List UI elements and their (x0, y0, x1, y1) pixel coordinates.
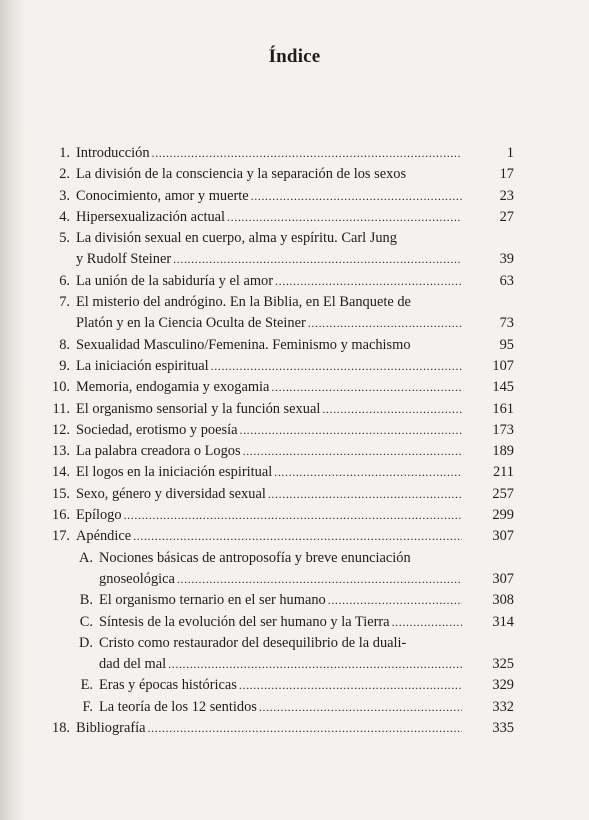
dot-leader (211, 356, 462, 377)
toc-entry-number: 3. (59, 187, 70, 204)
toc-entry-title: El organismo sensorial y la función sexual (76, 400, 321, 417)
toc-entry-title: Sexo, género y diversidad sexual (76, 485, 266, 502)
toc-entry-line (0, 228, 589, 249)
toc-entry-page: 307 (492, 570, 514, 587)
page-title: Índice (268, 46, 321, 67)
toc-entry-title: La división de la consciencia y la separación de los sexos (76, 166, 407, 183)
toc-entry-page: 211 (492, 464, 514, 481)
toc-entry-line (0, 548, 589, 569)
toc-entry-number: 4. (59, 208, 70, 225)
toc-entry-line (0, 420, 589, 441)
toc-entry-number: 5. (59, 230, 70, 247)
toc-entry-title: Cristo como restaurador del desequilibrio de la duali- (99, 634, 407, 651)
toc-entry-title: dad del mal (99, 656, 167, 673)
toc-entry-number: 8. (59, 336, 70, 353)
toc-entry-title: Sexualidad Masculino/Femenina. Feminismo y machismo (76, 336, 411, 353)
toc-entry-page: 189 (492, 443, 514, 460)
toc-entry-page: 299 (492, 507, 514, 524)
dot-leader (239, 420, 462, 441)
toc-entry-page: 17 (499, 166, 514, 183)
toc-entry-number: A. (79, 549, 93, 566)
toc-entry-title: Nociones básicas de antroposofía y breve enunciación (99, 549, 411, 566)
dot-leader (328, 590, 462, 611)
toc-entry-title: La teoría de los 12 sentidos (99, 698, 257, 715)
dot-leader (259, 697, 462, 718)
toc-entry-title: gnoseológica (99, 570, 175, 587)
toc-entry-title: Memoria, endogamia y exogamia (76, 379, 270, 396)
toc-entry-line (0, 526, 589, 547)
toc-entry-page: 27 (499, 208, 514, 225)
dot-leader (251, 186, 462, 207)
toc-entry-line (0, 271, 589, 292)
dot-leader (275, 271, 462, 292)
toc-entry-number: 6. (59, 272, 70, 289)
toc-entry-line (0, 313, 589, 334)
toc-entry-title: Apéndice (76, 528, 132, 545)
toc-entry-title: La iniciación espiritual (76, 357, 209, 374)
toc-entry-title: La unión de la sabiduría y el amor (76, 272, 274, 289)
toc-entry-title: Epílogo (76, 507, 122, 524)
dot-leader (243, 441, 462, 462)
toc-entry-page: 335 (492, 720, 514, 737)
dot-leader (168, 654, 462, 675)
toc-entry-page: 39 (499, 251, 514, 268)
toc-entry-number: 14. (52, 464, 70, 481)
toc-entry-title: La palabra creadora o Logos (76, 443, 241, 460)
toc-entry-page: 107 (492, 357, 514, 374)
dot-leader (274, 462, 462, 483)
toc-entry-page: 63 (499, 272, 514, 289)
toc-entry-line (0, 718, 589, 739)
dot-leader (322, 399, 462, 420)
toc-entry-title: Hipersexualización actual (76, 208, 226, 225)
toc-entry-page: 95 (499, 336, 514, 353)
toc-entry-page: 329 (492, 677, 514, 694)
toc-entry-page: 145 (492, 379, 514, 396)
toc-entry-line (0, 164, 589, 185)
dot-leader (173, 249, 462, 270)
toc-entry-title: Introducción (76, 145, 150, 161)
toc-entry-line (0, 612, 589, 633)
dot-leader (133, 526, 462, 547)
toc-entry-line (0, 484, 589, 505)
toc-entry-number: 13. (52, 443, 70, 460)
toc-entry-number: 11. (52, 400, 70, 417)
dot-leader (268, 484, 462, 505)
toc-entry-title: Eras y épocas históricas (99, 677, 237, 694)
toc-entry-line (0, 143, 589, 164)
toc-entry-number: 9. (59, 357, 70, 374)
toc-entry-number: 12. (52, 421, 70, 438)
toc-entry-page: 257 (492, 485, 514, 502)
toc-entry-line (0, 292, 589, 313)
toc-entry-page: 307 (492, 528, 514, 545)
toc-entry-page: 161 (492, 400, 514, 417)
dot-leader (124, 505, 462, 526)
toc-entry-title: Sociedad, erotismo y poesía (76, 421, 238, 438)
toc-entry-line (0, 675, 589, 696)
toc-entry-number: 17. (52, 528, 70, 545)
dot-leader (308, 313, 462, 334)
toc-entry-line (0, 186, 589, 207)
toc-entry-line (0, 335, 589, 356)
toc-entry-number: 7. (59, 294, 70, 311)
table-of-contents (0, 143, 589, 739)
toc-entry-line (0, 697, 589, 718)
toc-entry-line (0, 399, 589, 420)
toc-entry-number: 15. (52, 485, 70, 502)
toc-entry-line (0, 590, 589, 611)
dot-leader (227, 207, 462, 228)
toc-entry-title: La división sexual en cuerpo, alma y espíritu. Carl Jung (76, 230, 397, 247)
toc-entry-title: Síntesis de la evolución del ser humano y la Tierra (99, 613, 390, 630)
toc-entry-line (0, 462, 589, 483)
dot-leader (148, 718, 462, 739)
toc-entry-title: El logos en la iniciación espiritual (76, 464, 273, 481)
toc-entry-page: 325 (492, 656, 514, 673)
toc-entry-page: 314 (492, 613, 514, 630)
toc-entry-number: E. (80, 677, 93, 694)
toc-entry-title: y Rudolf Steiner (76, 251, 172, 268)
toc-entry-page: 1 (506, 145, 514, 161)
toc-entry-page: 23 (499, 187, 514, 204)
dot-leader (271, 377, 462, 398)
toc-entry-line (0, 441, 589, 462)
toc-entry-page: 73 (499, 315, 514, 332)
toc-entry-title: El misterio del andrógino. En la Biblia, en El Banquete de (76, 294, 411, 311)
dot-leader (177, 569, 462, 590)
toc-entry-title: El organismo ternario en el ser humano (99, 592, 326, 609)
toc-entry-line (0, 654, 589, 675)
toc-entry-number: 18. (52, 720, 70, 737)
toc-entry-line (0, 633, 589, 654)
toc-entry-number: 1. (59, 145, 70, 161)
toc-entry-line (0, 569, 589, 590)
dot-leader (239, 675, 462, 696)
toc-entry-line (0, 356, 589, 377)
toc-entry-number: B. (79, 592, 93, 609)
dot-leader (392, 612, 462, 633)
toc-entry-number: 2. (59, 166, 70, 183)
toc-entry-page: 308 (492, 592, 514, 609)
toc-entry-title: Conocimiento, amor y muerte (76, 187, 249, 204)
toc-entry-number: D. (79, 634, 93, 651)
toc-entry-number: F. (82, 698, 93, 715)
toc-entry-line (0, 207, 589, 228)
toc-entry-page: 332 (492, 698, 514, 715)
toc-entry-page: 173 (492, 421, 514, 438)
toc-entry-number: 16. (52, 507, 70, 524)
toc-entry-line (0, 377, 589, 398)
toc-entry-number: C. (79, 613, 93, 630)
toc-entry-number: 10. (52, 379, 70, 396)
dot-leader (152, 143, 462, 164)
toc-entry-line (0, 505, 589, 526)
toc-entry-title: Platón y en la Ciencia Oculta de Steiner (76, 315, 306, 332)
toc-entry-line (0, 249, 589, 270)
toc-entry-title: Bibliografía (76, 720, 146, 737)
